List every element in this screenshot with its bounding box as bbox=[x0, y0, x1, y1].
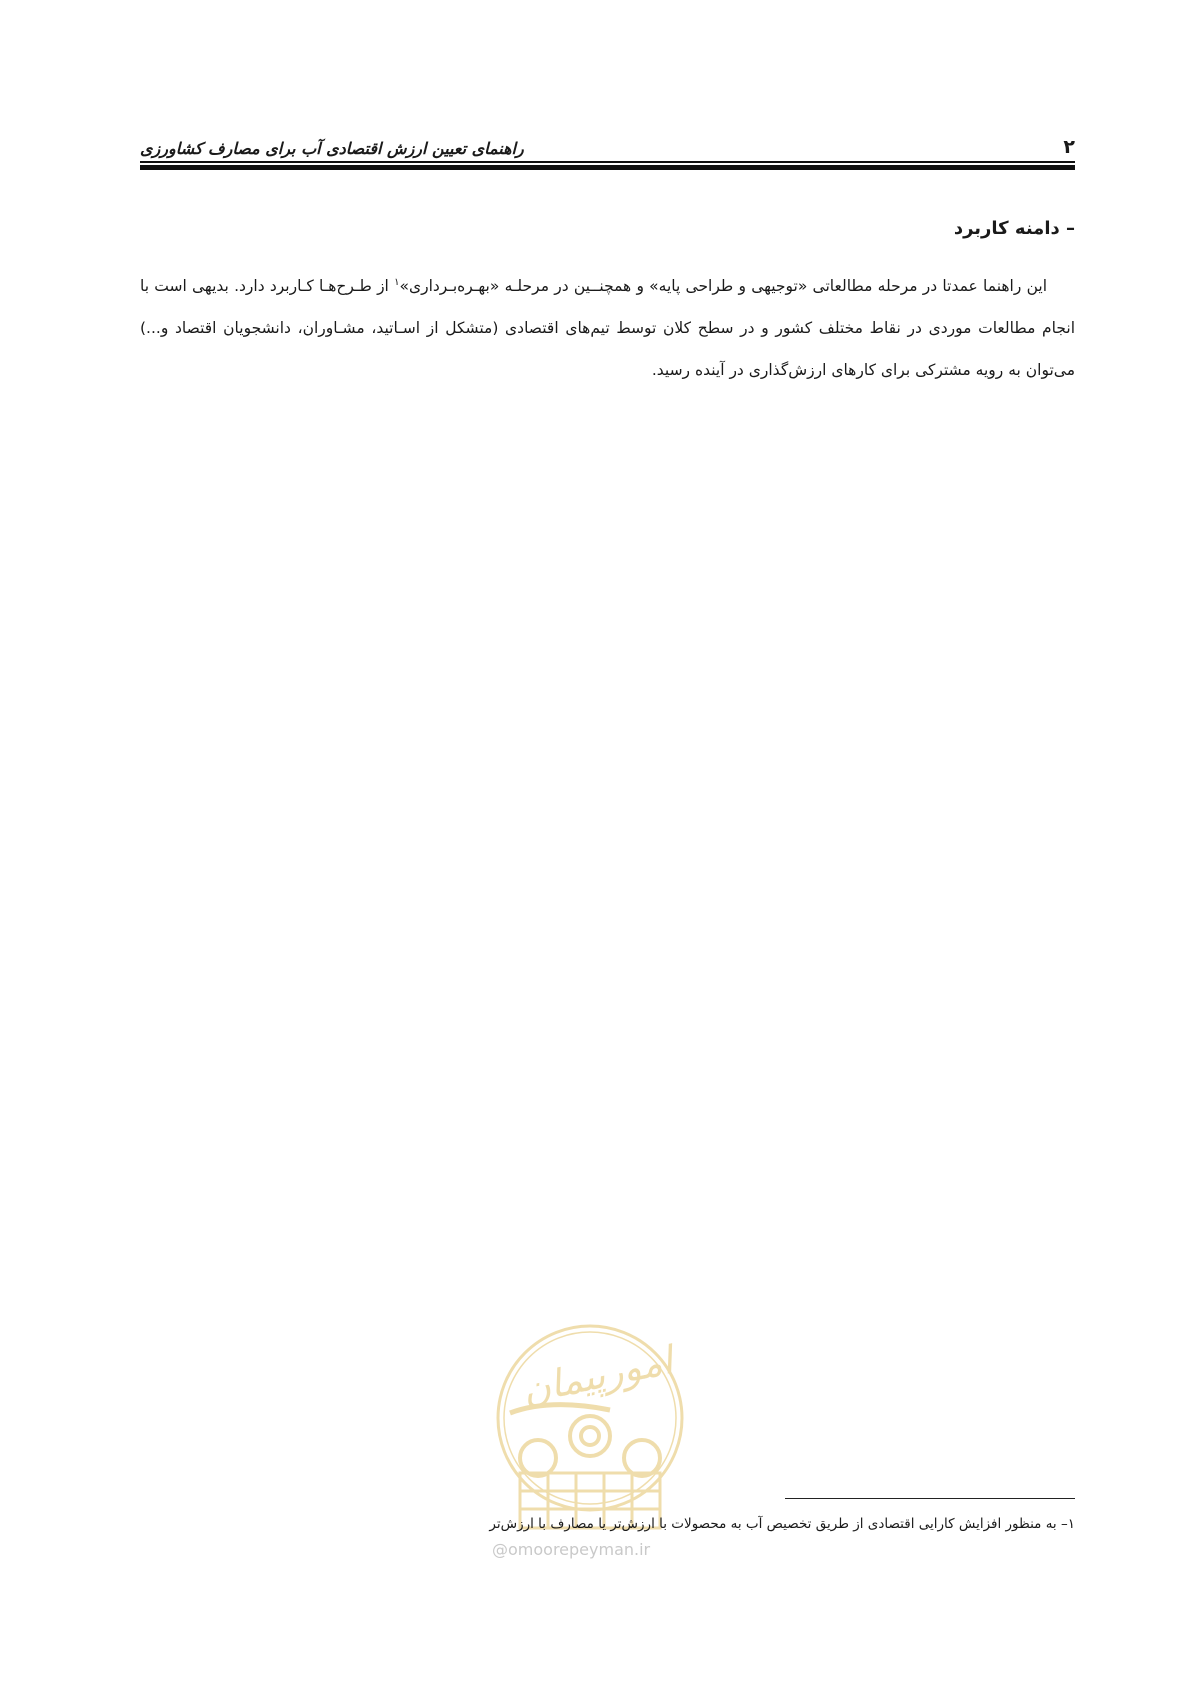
watermark-logo-graphic bbox=[480, 1318, 700, 1548]
header-rule-thin bbox=[140, 161, 1075, 163]
footnote-separator bbox=[785, 1498, 1075, 1499]
watermark-logo-text: امورپیمان bbox=[518, 1337, 677, 1413]
paragraph bbox=[140, 265, 1075, 391]
page-number: ۲ bbox=[1063, 136, 1075, 158]
section-heading: – دامنه کاربرد bbox=[953, 218, 1075, 239]
paragraph-part-2: از طـرح‌هـا کـاربرد دارد. بدیهی است با انجام مطالعات موردی در نقاط مختلف کشور و در سطح کلان توسط تیم‌های اقتصادی (متشکل از اسـاتید، مشـاوران، دانشجویان اقتصاد و...) می‌توان به رویه مشترکی برای کارهای ارزش‌گذاری در آینده رسید. bbox=[140, 277, 1075, 379]
body-text bbox=[140, 265, 1075, 391]
watermark-caption: @omoorepeyman.ir bbox=[492, 1540, 651, 1559]
running-header-title: راهنمای تعیین ارزش اقتصادی آب برای مصارف کشاورزی bbox=[140, 139, 524, 158]
paragraph-part-1: این راهنما عمدتا در مرحله مطالعاتی «توجیهی و طراحی پایه» و همچنــین در مرحلـه «بهـره‌بـرداری» bbox=[399, 277, 1047, 295]
page-header bbox=[140, 128, 1075, 158]
gear-icon bbox=[520, 1416, 660, 1476]
watermark-logo bbox=[480, 1318, 700, 1548]
footnote-reference: ۱ bbox=[394, 276, 400, 288]
header-rule-thick bbox=[140, 165, 1075, 170]
footnote: ۱– به منظور افزایش کارایی اقتصادی از طریق تخصیص آب به محصولات با ارزش‌تر یا مصارف با ارزش‌تر bbox=[489, 1516, 1075, 1532]
